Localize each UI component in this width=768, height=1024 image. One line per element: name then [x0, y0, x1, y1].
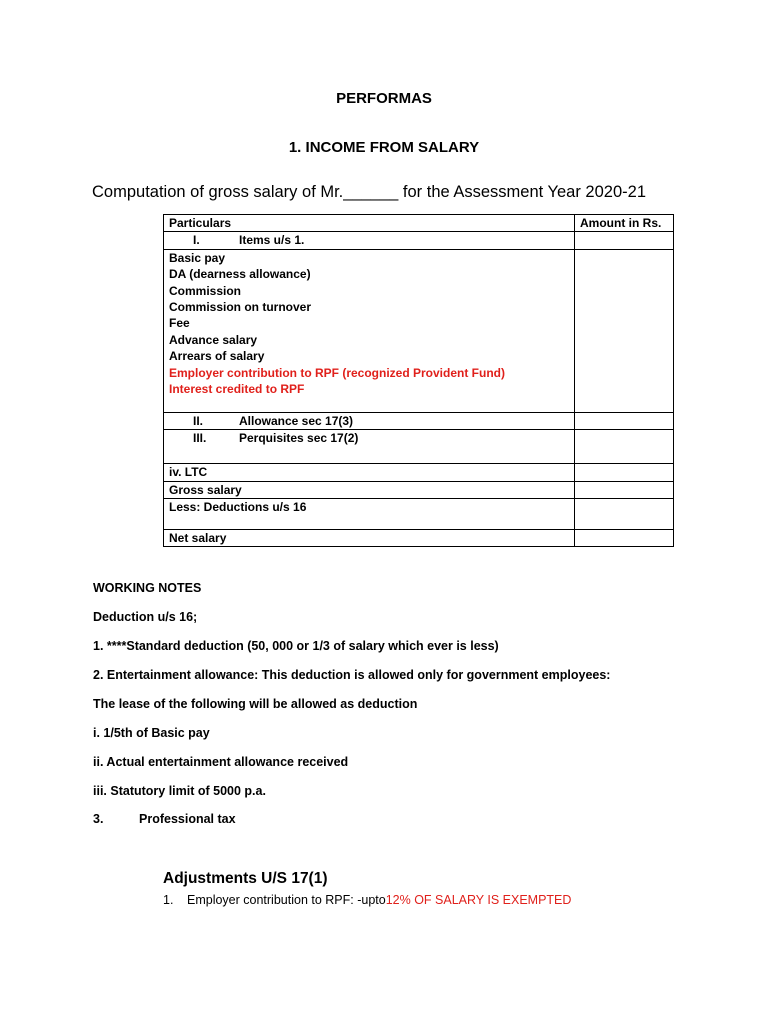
note-2: 2. Entertainment allowance: This deduction is allowed only for government employees: — [93, 668, 611, 682]
table-row — [164, 232, 674, 249]
adjustment-text: Employer contribution to RPF: -upto — [187, 893, 386, 907]
table-row — [164, 481, 674, 498]
section-title: 1. INCOME FROM SALARY — [288, 139, 480, 156]
working-notes-heading: WORKING NOTES — [93, 581, 202, 595]
deduction-heading: Deduction u/s 16; — [93, 610, 198, 624]
table-row — [164, 249, 674, 412]
allowance-number: II. — [193, 413, 204, 428]
table-row — [164, 430, 674, 464]
list-item-red: Interest credited to RPF — [169, 382, 305, 397]
list-item: Commission — [169, 283, 242, 298]
items-number: I. — [193, 233, 200, 248]
table-header-row — [164, 215, 674, 232]
note-ii: ii. Actual entertainment allowance received — [93, 755, 349, 769]
items-heading — [164, 232, 575, 249]
perquisites-row — [164, 430, 575, 464]
amount-cell — [575, 249, 674, 412]
ltc-row: iv. LTC — [164, 464, 575, 481]
amount-cell — [575, 430, 674, 464]
items-list — [164, 249, 575, 412]
note-i: i. 1/5th of Basic pay — [93, 726, 210, 740]
note-3-number: 3. — [93, 812, 104, 826]
items-label: Items u/s 1. — [239, 233, 305, 248]
list-item: Arrears of salary — [169, 349, 265, 364]
adjustment-item — [163, 893, 571, 907]
allowance-row — [164, 412, 575, 429]
list-item: Advance salary — [169, 332, 258, 347]
particulars-header: Particulars — [164, 215, 575, 232]
amount-cell — [575, 481, 674, 498]
list-item: Basic pay — [169, 250, 226, 265]
note-3 — [93, 812, 236, 826]
net-salary-row: Net salary — [164, 530, 575, 547]
note-iii: iii. Statutory limit of 5000 p.a. — [93, 784, 266, 798]
allowance-label: Allowance sec 17(3) — [239, 413, 354, 428]
page-title: PERFORMAS — [336, 90, 432, 107]
amount-cell — [575, 232, 674, 249]
table-row — [164, 499, 674, 530]
amount-header: Amount in Rs. — [575, 215, 674, 232]
list-item: Fee — [169, 316, 190, 331]
table-row — [164, 530, 674, 547]
computation-heading: Computation of gross salary of Mr.______ for the Assessment Year 2020-21 — [92, 183, 646, 201]
perquisites-label: Perquisites sec 17(2) — [239, 431, 359, 446]
adjustment-red-text: 12% OF SALARY IS EXEMPTED — [385, 893, 572, 907]
list-item: DA (dearness allowance) — [169, 267, 311, 282]
amount-cell — [575, 530, 674, 547]
gross-salary-row: Gross salary — [164, 481, 575, 498]
deductions-row: Less: Deductions u/s 16 — [164, 499, 575, 530]
note-1: 1. ****Standard deduction (50, 000 or 1/3 of salary which ever is less) — [93, 639, 499, 653]
salary-table — [163, 214, 674, 547]
amount-cell — [575, 499, 674, 530]
table-row — [164, 464, 674, 481]
note-3-text: Professional tax — [139, 812, 236, 826]
table-row — [164, 412, 674, 429]
list-item-red: Employer contribution to RPF (recognized Provident Fund) — [169, 365, 505, 380]
perquisites-number: III. — [193, 431, 207, 446]
list-item: Commission on turnover — [169, 300, 312, 315]
amount-cell — [575, 464, 674, 481]
adjustments-title: Adjustments U/S 17(1) — [163, 870, 328, 887]
amount-cell — [575, 412, 674, 429]
adjustment-number: 1. — [163, 893, 174, 907]
lease-note: The lease of the following will be allowed as deduction — [93, 697, 418, 711]
